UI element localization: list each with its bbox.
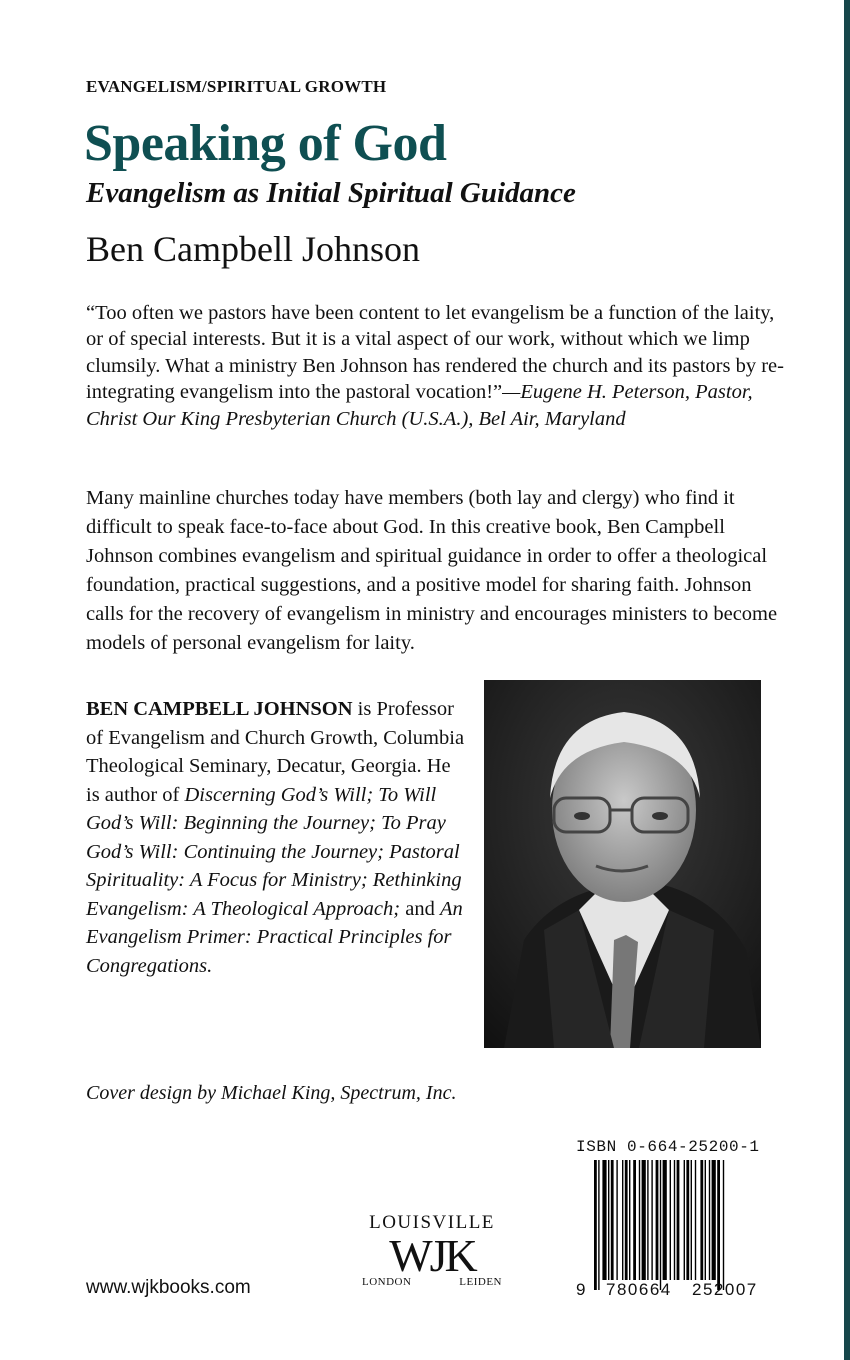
ean-left-group: 780664: [606, 1280, 672, 1299]
barcode-bar: [602, 1160, 606, 1280]
author-photo: [484, 680, 761, 1048]
barcode-bar: [717, 1160, 720, 1290]
barcode-bar: [723, 1160, 724, 1290]
publisher-location-left: LONDON: [362, 1276, 412, 1288]
author-name: Ben Campbell Johnson: [86, 229, 420, 269]
publisher-mark: WJK: [389, 1230, 475, 1281]
barcode-bar: [674, 1160, 675, 1280]
publisher-location-right: LEIDEN: [459, 1276, 502, 1288]
category-label: EVANGELISM/SPIRITUAL GROWTH: [86, 77, 387, 96]
book-subtitle: Evangelism as Initial Spiritual Guidance: [86, 177, 576, 209]
barcode-bar: [686, 1160, 689, 1280]
barcode-bar: [611, 1160, 614, 1280]
publisher-city: LOUISVILLE: [369, 1212, 495, 1233]
quote-attribution: —Eugene H. Peterson, Pastor, Christ Our King Presbyterian Church (U.S.A.), Bel Air, Maryland: [86, 381, 753, 430]
barcode-bar: [598, 1160, 599, 1290]
barcode-bar: [695, 1160, 696, 1280]
ean-right-group: 252007: [692, 1280, 758, 1299]
barcode-bar: [660, 1160, 661, 1290]
barcode-bar: [712, 1160, 716, 1280]
barcode-bar: [656, 1160, 659, 1280]
barcode-bar: [642, 1160, 646, 1280]
bio-books-1: Discerning God’s Will; To Will God’s Will: Beginning the Journey; To Pray God’s Will: Continuing the Journey; Pastoral Spirituality: A Focus for Ministry; Rethinking Evangelism: A Theological Approach;: [86, 783, 462, 920]
bio-and: and: [400, 897, 440, 920]
ean-first-digit: 9: [576, 1280, 586, 1299]
barcode-bar: [594, 1160, 597, 1290]
cover-credit: Cover design by Michael King, Spectrum, Inc.: [86, 1082, 457, 1104]
barcode-bar: [608, 1160, 609, 1280]
barcode-bar: [700, 1160, 703, 1280]
barcode-bar: [622, 1160, 623, 1280]
barcode-bar: [691, 1160, 692, 1280]
barcode-bar: [639, 1160, 640, 1280]
isbn-number: ISBN 0-664-25200-1: [576, 1138, 760, 1156]
barcode-bar: [670, 1160, 671, 1280]
barcode-bar: [625, 1160, 628, 1280]
endorsement-quote: [86, 300, 786, 432]
barcode-block: [576, 1138, 776, 1299]
barcode-bar: [651, 1160, 652, 1280]
barcode-bar: [633, 1160, 636, 1280]
barcode-bar: [684, 1160, 685, 1280]
barcode-bar: [677, 1160, 680, 1280]
bio-name: BEN CAMPBELL JOHNSON: [86, 698, 353, 720]
barcode-icon: [594, 1160, 776, 1290]
barcode-bar: [629, 1160, 630, 1280]
spine-edge: [844, 0, 850, 1360]
publisher-logo: [362, 1212, 502, 1288]
book-title: Speaking of God: [84, 115, 447, 172]
barcode-bar: [647, 1160, 648, 1280]
barcode-bar: [705, 1160, 706, 1280]
bio-books-2: An Evangelism Primer: Practical Principles for Congregations.: [86, 897, 463, 977]
website-url[interactable]: www.wjkbooks.com: [86, 1277, 251, 1298]
book-description: Many mainline churches today have members (both lay and clergy) who find it difficult to speak face-to-face about God. In this creative book, Ben Campbell Johnson combines evangelism and spiritual guidance in order to offer a theological foundation, practical suggestions, and a positive model for sharing faith. Johnson calls for the recovery of evangelism in ministry and encourages ministers to become models of personal evangelism for laity.: [86, 487, 778, 654]
author-portrait-drawing: [484, 680, 761, 1048]
barcode-bar: [663, 1160, 667, 1280]
bio-text: is Professor of Evangelism and Church Growth, Columbia Theological Seminary, Decatur, Georgia. He is author of: [86, 698, 465, 806]
author-bio: [86, 695, 466, 980]
quote-text: “Too often we pastors have been content to let evangelism be a function of the laity, or of special interests. But it is a vital aspect of our work, without which we limp clumsily. What a ministry Ben Johnson has rendered the church and its pastors by re-integrating evangelism into the pastoral vocation!”: [86, 302, 784, 404]
barcode-bar: [616, 1160, 617, 1280]
barcode-bar: [709, 1160, 710, 1280]
